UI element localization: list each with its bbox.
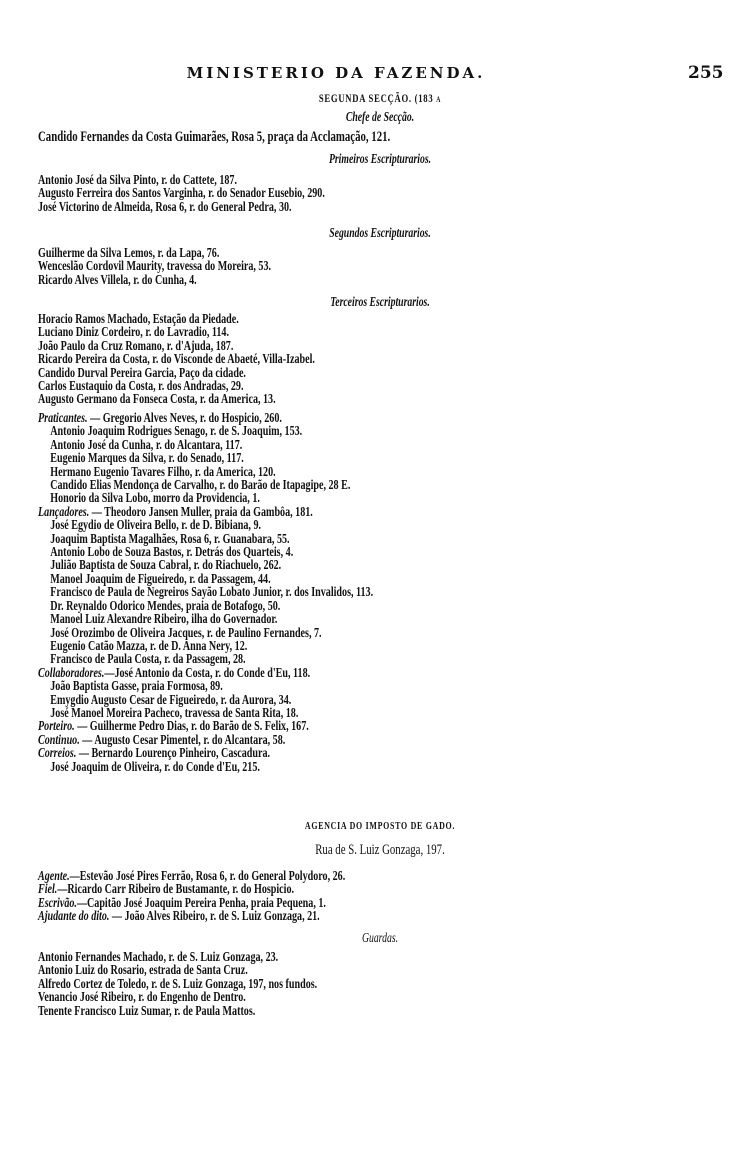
section-title: SEGUNDA SECÇÃO. (183 a: [318, 91, 442, 105]
list-item: Augusto Ferreira dos Santos Varginha, r. do Senador Eusebio, 290.: [38, 186, 325, 202]
agencia-list: [38, 870, 722, 924]
list-item: [38, 870, 722, 883]
list-item: [38, 466, 722, 479]
list-item: [38, 586, 722, 599]
entry-text: José Joaquim de Oliveira, r. do Conde d'Eu, 215.: [50, 759, 260, 775]
entry-text: —Estevão José Pires Ferrão, Rosa 6, r. do General Polydoro, 26.: [69, 869, 346, 884]
entry-text: Eugenio Marques da Silva, r. do Senado, 117.: [50, 451, 244, 467]
list-item: [38, 546, 722, 559]
list-item: [38, 439, 722, 452]
guardas-list: [38, 951, 722, 1018]
chefe-heading: Chefe de Secção.: [345, 109, 415, 124]
list-item: [38, 506, 722, 519]
list-item: [38, 747, 722, 760]
entry-text: — Augusto Cesar Pimentel, r. do Alcantara, 58.: [79, 732, 286, 748]
list-item: [38, 897, 722, 910]
entry-text: José Orozimbo de Oliveira Jacques, r. de Paulino Fernandes, 7.: [50, 625, 322, 641]
entry-text: Julião Baptista de Souza Cabral, r. do Riachuelo, 262.: [50, 558, 282, 574]
entry-text: Manoel Luiz Alexandre Ribeiro, ilha do Governador.: [50, 612, 278, 628]
role-label: Escrivão.: [38, 895, 77, 911]
entry-text: — Gregorio Alves Neves, r. do Hospicio, 260.: [87, 411, 282, 426]
list-item: [38, 734, 722, 747]
role-label: Ajudante do dito.: [38, 909, 110, 925]
role-label: Continuo.: [38, 732, 80, 748]
chefe-entry: Candido Fernandes da Costa Guimarães, Rosa 5, praça da Acclamação, 121.: [38, 129, 391, 145]
document-body: [38, 0, 722, 1157]
segundos-list: [38, 247, 722, 287]
list-item: [38, 707, 722, 720]
list-item: Carlos Eustaquio da Costa, r. dos Andradas, 29.: [38, 379, 244, 395]
segundos-heading: Segundos Escripturarios.: [329, 225, 431, 240]
entry-text: Dr. Reynaldo Odorico Mendes, praia de Botafogo, 50.: [50, 598, 281, 614]
list-item: Alfredo Cortez de Toledo, r. de S. Luiz Gonzaga, 197, nos fundos.: [38, 976, 318, 992]
entry-text: Emygdio Augusto Cesar de Figueiredo, r. da Aurora, 34.: [50, 692, 292, 708]
role-label: Agente.: [38, 869, 70, 884]
list-item: [38, 653, 722, 666]
primeiros-heading: Primeiros Escripturarios.: [328, 151, 432, 166]
list-item: [38, 519, 722, 532]
list-item: [38, 492, 722, 505]
list-item: Antonio José da Silva Pinto, r. do Cattete, 187.: [38, 173, 238, 188]
list-item: [38, 883, 722, 896]
role-label: Fiel.: [38, 882, 58, 898]
list-item: Ricardo Pereira da Costa, r. do Visconde de Abaeté, Villa-Izabel.: [38, 352, 315, 368]
list-item: Candido Durval Pereira Garcia, Paço da cidade.: [38, 365, 246, 381]
list-item: [38, 694, 722, 707]
list-item: [38, 640, 722, 653]
list-item: [38, 412, 722, 425]
entry-text: Antonio Lobo de Souza Bastos, r. Detrás dos Quarteis, 4.: [50, 545, 294, 561]
staff-list: [38, 412, 722, 774]
agencia-title: AGENCIA DO IMPOSTO DE GADO.: [304, 820, 456, 832]
entry-text: Joaquim Baptista Magalhães, Rosa 6, r. Guanabara, 55.: [50, 531, 290, 547]
list-item: [38, 627, 722, 640]
role-label: Praticantes.: [38, 411, 88, 426]
list-item: [38, 613, 722, 626]
entry-text: —Ricardo Carr Ribeiro de Bustamante, r. do Hospicio.: [57, 882, 295, 898]
list-item: [38, 559, 722, 572]
entry-text: Francisco de Paula Costa, r. da Passagem, 28.: [50, 652, 246, 668]
role-label: Collaboradores.: [38, 665, 105, 681]
role-label: Porteiro.: [38, 719, 75, 735]
primeiros-list: [38, 174, 722, 214]
list-item: [38, 479, 722, 492]
entry-text: —Capitão José Joaquim Pereira Penha, praia Pequena, 1.: [76, 895, 326, 911]
page-number: 255: [688, 63, 724, 83]
list-item: Venancio José Ribeiro, r. do Engenho de Dentro.: [38, 990, 246, 1006]
terceiros-list: [38, 313, 722, 407]
list-item: Wenceslão Cordovil Maurity, travessa do Moreira, 53.: [38, 259, 272, 275]
list-item: Luciano Diniz Cordeiro, r. do Lavradio, 114.: [38, 325, 229, 341]
terceiros-heading: Terceiros Escripturarios.: [330, 294, 430, 309]
entry-text: — Bernardo Lourenço Pinheiro, Cascadura.: [76, 746, 271, 762]
agencia-address: Rua de S. Luiz Gonzaga, 197.: [315, 842, 445, 858]
list-item: José Victorino de Almeida, Rosa 6, r. do General Pedra, 30.: [38, 199, 292, 215]
list-item: Augusto Germano da Fonseca Costa, r. da America, 13.: [38, 392, 276, 408]
list-item: Tenente Francisco Luiz Sumar, r. de Paula Mattos.: [38, 1003, 256, 1019]
entry-text: — Guilherme Pedro Dias, r. do Barão de S. Felix, 167.: [74, 719, 309, 735]
entry-text: Honorio da Silva Lobo, morro da Providencia, 1.: [50, 491, 260, 507]
list-item: [38, 600, 722, 613]
list-item: Antonio Luiz do Rosario, estrada de Santa Cruz.: [38, 963, 248, 979]
list-item: [38, 573, 722, 586]
list-item: [38, 720, 722, 733]
entry-text: Antonio José da Cunha, r. do Alcantara, 117.: [50, 437, 243, 453]
page-title: MINISTERIO DA FAZENDA.: [186, 64, 486, 82]
list-item: [38, 680, 722, 693]
list-item: [38, 533, 722, 546]
entry-text: — João Alves Ribeiro, r. de S. Luiz Gonzaga, 21.: [109, 909, 320, 925]
entry-text: —José Antonio da Costa, r. do Conde d'Eu, 118.: [104, 665, 311, 681]
entry-text: Hermano Eugenio Tavares Filho, r. da America, 120.: [50, 464, 276, 480]
guardas-heading: Guardas.: [361, 930, 399, 945]
entry-text: Manoel Joaquim de Figueiredo, r. da Passagem, 44.: [50, 571, 271, 587]
list-item: João Paulo da Cruz Romano, r. d'Ajuda, 187.: [38, 338, 234, 354]
list-item: [38, 910, 722, 923]
entry-text: — Theodoro Jansen Muller, praia da Gambôa, 181.: [89, 504, 313, 520]
entry-text: José Manoel Moreira Pacheco, travessa de Santa Rita, 18.: [50, 705, 299, 721]
list-item: [38, 667, 722, 680]
entry-text: Candido Elias Mendonça de Carvalho, r. do Barão de Itapagipe, 28 E.: [50, 478, 351, 494]
role-label: Lançadores.: [38, 504, 90, 520]
entry-text: Francisco de Paula de Negreiros Sayão Lobato Junior, r. dos Invalidos, 113.: [50, 585, 374, 601]
list-item: Antonio Fernandes Machado, r. de S. Luiz Gonzaga, 23.: [38, 950, 279, 965]
list-item: Horacio Ramos Machado, Estação da Piedade.: [38, 312, 239, 327]
entry-text: João Baptista Gasse, praia Formosa, 89.: [50, 679, 223, 695]
entry-text: José Egydio de Oliveira Bello, r. de D. Bibiana, 9.: [50, 518, 262, 534]
entry-text: Antonio Joaquim Rodrigues Senago, r. de S. Joaquim, 153.: [50, 424, 303, 440]
list-item: [38, 452, 722, 465]
list-item: [38, 761, 722, 774]
list-item: Ricardo Alves Villela, r. do Cunha, 4.: [38, 272, 197, 288]
entry-text: Eugenio Catão Mazza, r. de D. Anna Nery, 12.: [50, 638, 248, 654]
list-item: Guilherme da Silva Lemos, r. da Lapa, 76.: [38, 246, 220, 261]
role-label: Correios.: [38, 746, 77, 762]
list-item: [38, 425, 722, 438]
